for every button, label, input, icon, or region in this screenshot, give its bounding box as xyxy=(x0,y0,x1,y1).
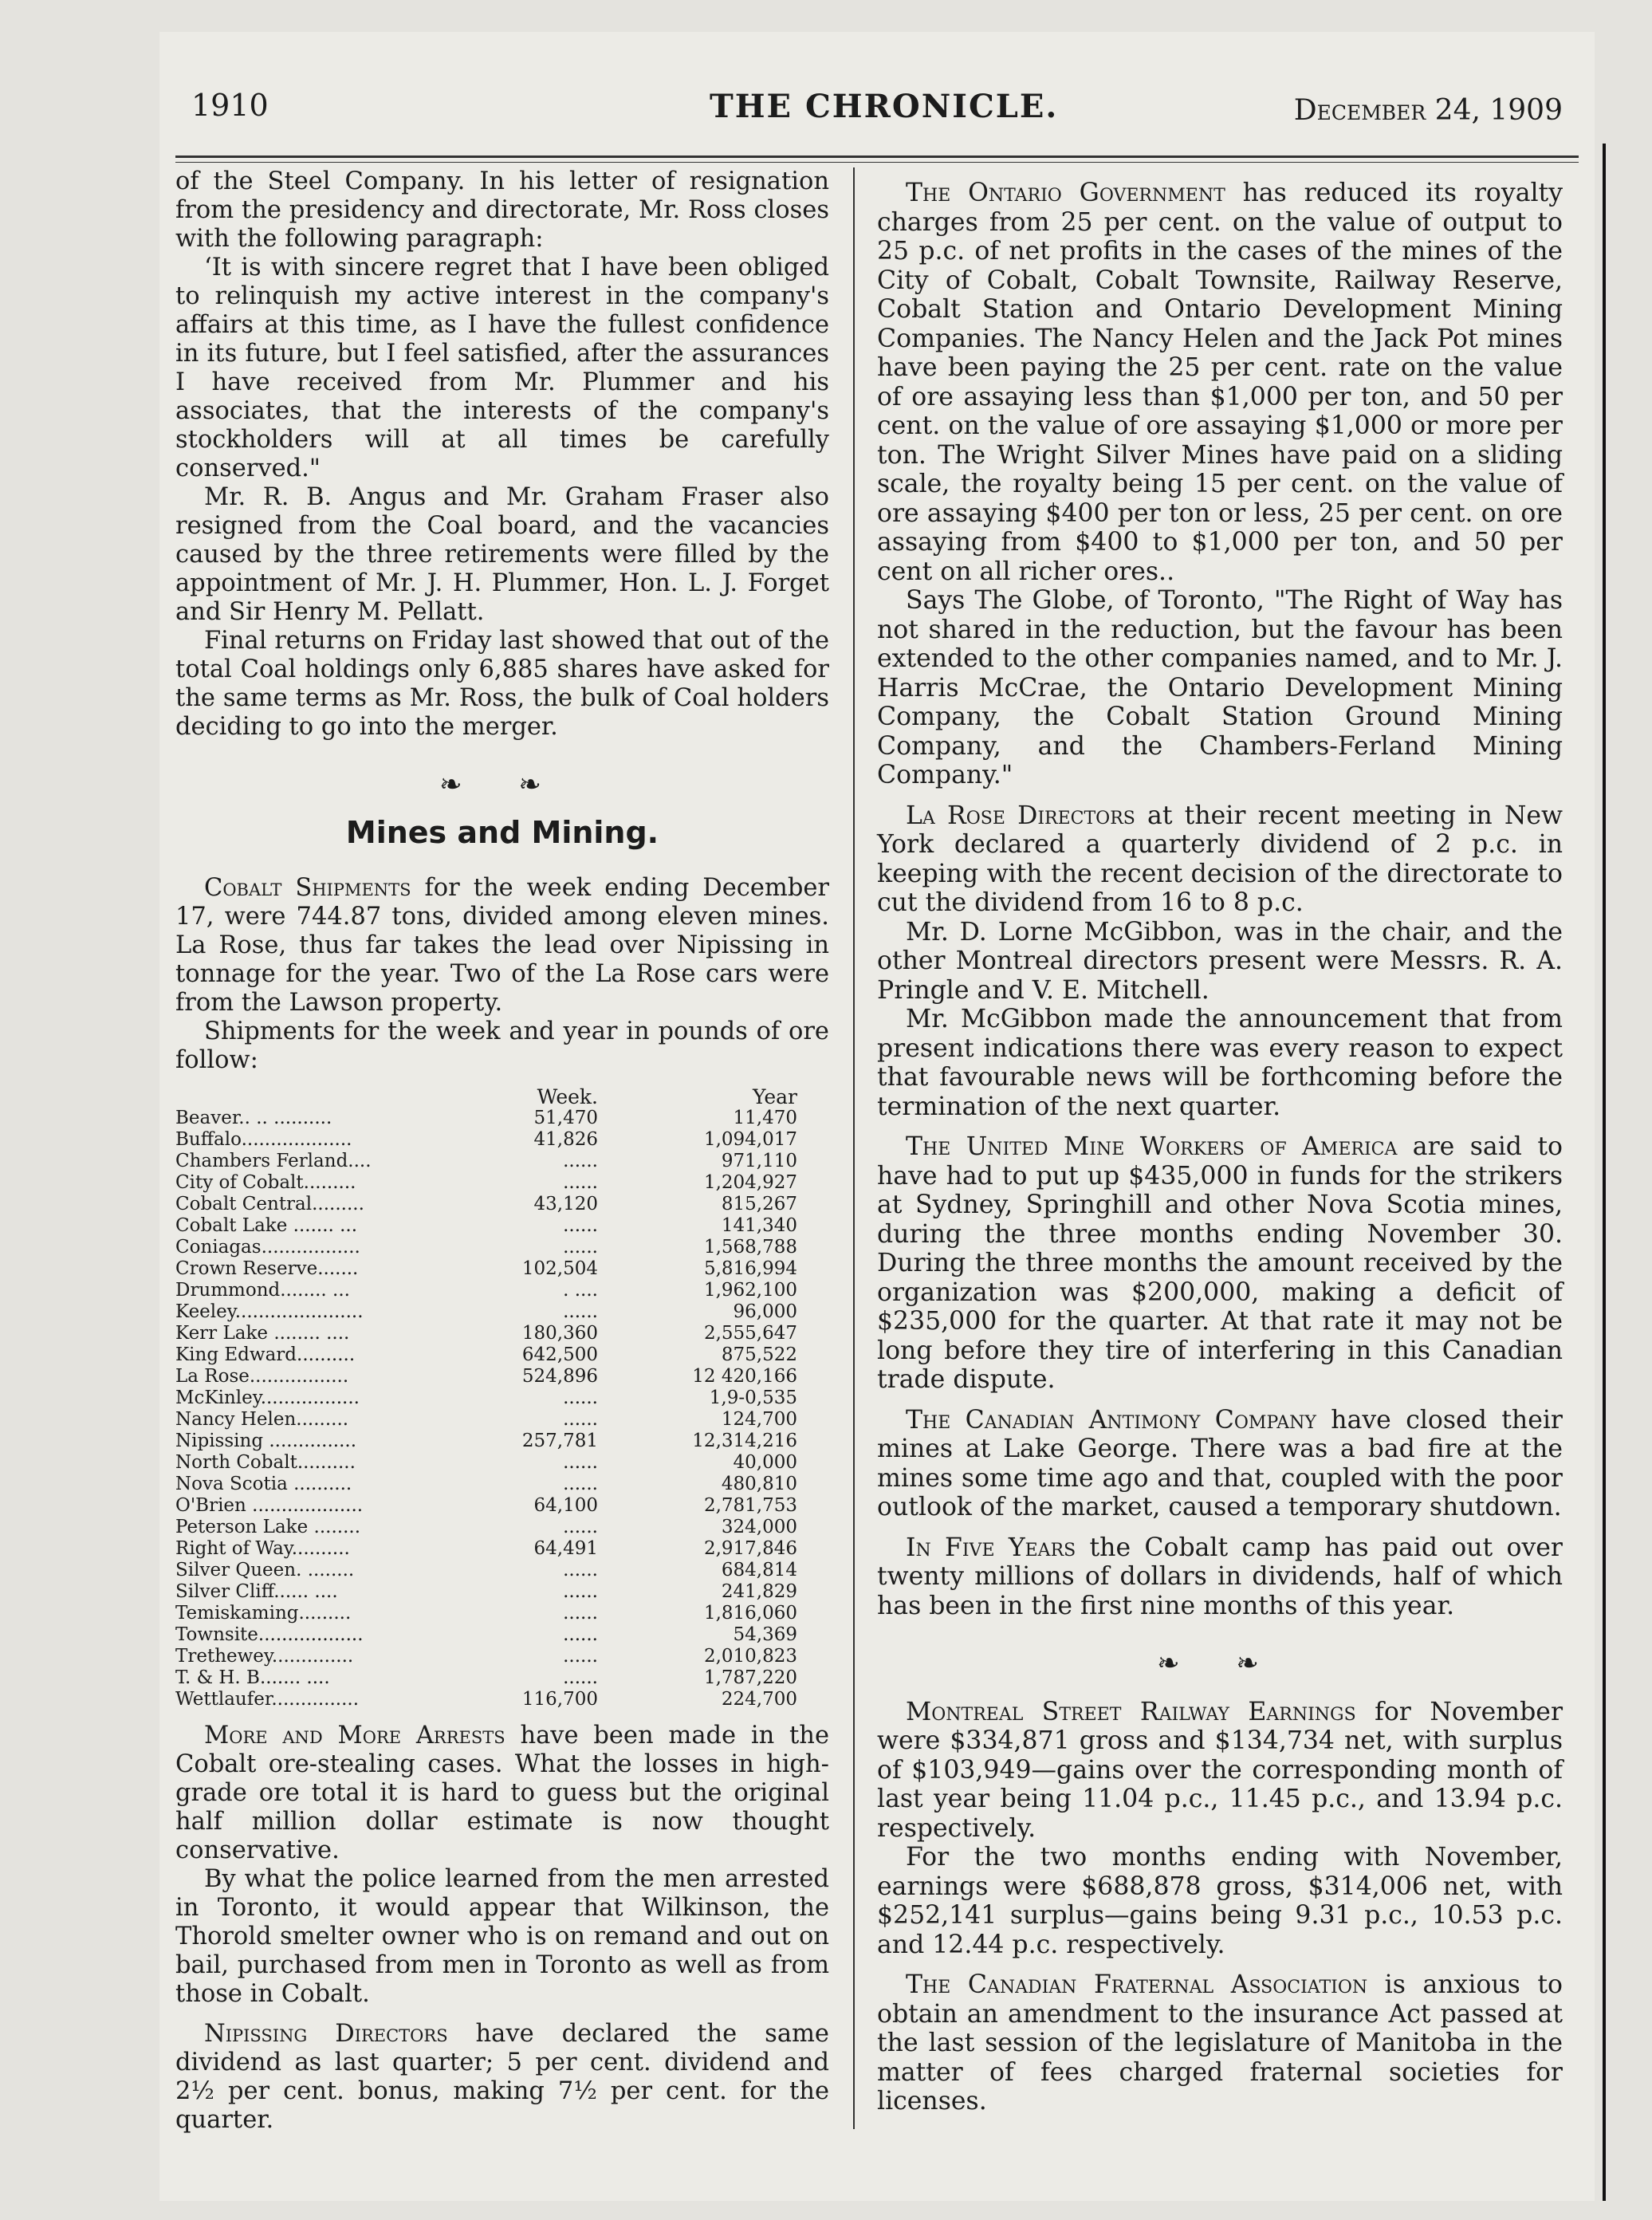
week-value-cell: 41,826 xyxy=(533,1129,598,1150)
year-value-cell: 875,522 xyxy=(721,1344,797,1365)
year-value-cell: 971,110 xyxy=(721,1151,797,1171)
left-column xyxy=(175,167,829,2135)
year-value-cell: 96,000 xyxy=(733,1301,797,1322)
table-row xyxy=(175,1495,829,1517)
mcgibbon-chair-paragraph: Mr. D. Lorne McGibbon, was in the chair, and the other Montreal directors present were Messrs. R. A. Pringle and V. E. Mitchell. xyxy=(877,917,1563,1005)
five-years-lead: In Five Years xyxy=(906,1533,1076,1562)
montreal-railway-lead: Montreal Street Railway Earnings xyxy=(906,1697,1356,1726)
year-value-cell: 5,816,994 xyxy=(703,1258,797,1279)
mine-name-cell: Nova Scotia .......... xyxy=(175,1474,352,1494)
week-value-cell: ...... xyxy=(563,1474,598,1494)
table-row xyxy=(175,1237,829,1258)
year-value-cell: 40,000 xyxy=(733,1452,797,1473)
globe-paragraph: Says The Globe, of Toronto, "The Right of Way has not shared in the reduction, but the favour has been extended to the other companies named, and to Mr. J. Harris McCrae, the Ontario Development Mining Company, the Cobalt Station Ground Mining Company, and the Chambers-Ferland Mining Company." xyxy=(877,586,1563,789)
week-column-header: Week. xyxy=(537,1085,598,1108)
year-value-cell: 2,555,647 xyxy=(703,1323,797,1344)
week-value-cell: 51,470 xyxy=(533,1108,598,1128)
table-row xyxy=(175,1689,829,1710)
nipissing-lead: Nipissing Directors xyxy=(204,2020,448,2048)
steel-company-paragraph: of the Steel Company. In his letter of resignation from the presidency and directorate, Mr. Ross closes with the following paragraph: xyxy=(175,167,829,253)
mine-name-cell: La Rose................. xyxy=(175,1366,349,1387)
mine-name-cell: O'Brien ................... xyxy=(175,1495,364,1516)
la-rose-paragraph xyxy=(877,801,1563,918)
table-row xyxy=(175,1667,829,1689)
week-value-cell: 43,120 xyxy=(533,1194,598,1214)
week-value-cell: 102,504 xyxy=(521,1258,598,1279)
mine-name-cell: Temiskaming......... xyxy=(175,1603,352,1624)
week-value-cell: 180,360 xyxy=(521,1323,598,1344)
table-row xyxy=(175,1581,829,1603)
arrests-paragraph xyxy=(175,1722,829,1865)
coal-board-paragraph: Mr. R. B. Angus and Mr. Graham Fraser also resigned from the Coal board, and the vacancies caused by the three retirements were filled by the appointment of Mr. J. H. Plummer, Hon. L. J. Forget and Sir Henry M. Pellatt. xyxy=(175,483,829,626)
table-row xyxy=(175,1517,829,1538)
five-years-paragraph xyxy=(877,1533,1563,1621)
table-row xyxy=(175,1538,829,1560)
year-value-cell: 124,700 xyxy=(721,1409,797,1430)
table-row xyxy=(175,1431,829,1452)
page-edge xyxy=(1603,144,1606,2201)
table-row xyxy=(175,1366,829,1388)
mine-name-cell: Wettlaufer............... xyxy=(175,1689,359,1710)
year-value-cell: 815,267 xyxy=(721,1194,797,1214)
week-value-cell: . .... xyxy=(563,1280,598,1301)
mine-name-cell: Nipissing ............... xyxy=(175,1431,357,1451)
header-rule-thin xyxy=(175,162,1579,163)
week-value-cell: ...... xyxy=(563,1452,598,1473)
mine-name-cell: Townsite.................. xyxy=(175,1624,364,1645)
montreal-railway-paragraph xyxy=(877,1698,1563,1844)
table-row xyxy=(175,1409,829,1431)
mine-name-cell: North Cobalt.......... xyxy=(175,1452,356,1473)
mine-name-cell: Coniagas................. xyxy=(175,1237,360,1258)
year-value-cell: 2,781,753 xyxy=(703,1495,797,1516)
week-value-cell: ...... xyxy=(563,1560,598,1580)
united-mine-workers-paragraph xyxy=(877,1132,1563,1395)
week-value-cell: ...... xyxy=(563,1172,598,1193)
ontario-government-paragraph xyxy=(877,179,1563,586)
year-value-cell: 2,010,823 xyxy=(703,1646,797,1667)
table-row xyxy=(175,1108,829,1129)
page-header xyxy=(191,88,1563,144)
table-row xyxy=(175,1474,829,1495)
mine-name-cell: Buffalo................... xyxy=(175,1129,352,1150)
table-row xyxy=(175,1560,829,1581)
table-row xyxy=(175,1301,829,1323)
shipments-table-body xyxy=(175,1108,829,1710)
fraternal-association-paragraph xyxy=(877,1970,1563,2116)
table-row xyxy=(175,1624,829,1646)
year-column-header: Year xyxy=(753,1085,797,1108)
year-value-cell: 224,700 xyxy=(721,1689,797,1710)
cobalt-shipments-paragraph xyxy=(175,874,829,1018)
mine-name-cell: Peterson Lake ........ xyxy=(175,1517,361,1537)
mine-name-cell: Drummond........ ... xyxy=(175,1280,350,1301)
year-value-cell: 241,829 xyxy=(721,1581,797,1602)
page-number: 1910 xyxy=(191,88,269,123)
year-value-cell: 1,568,788 xyxy=(703,1237,797,1258)
mine-name-cell: Chambers Ferland.... xyxy=(175,1151,372,1171)
year-value-cell: 1,204,927 xyxy=(703,1172,797,1193)
week-value-cell: ...... xyxy=(563,1237,598,1258)
united-mine-workers-lead: The United Mine Workers of America xyxy=(906,1132,1398,1161)
antimony-paragraph xyxy=(877,1406,1563,1522)
table-row xyxy=(175,1646,829,1667)
shipments-table-header xyxy=(175,1086,829,1108)
nipissing-body: have declared the same dividend as last quarter; 5 per cent. dividend and 2½ per cent. bonus, making 7½ per cent. for the quarter. xyxy=(175,2020,829,2134)
resignation-quote: ‘It is with sincere regret that I have been obliged to relinquish my active interest in the company's affairs at this time, as I have the fullest confidence in its future, but I feel satisfied, after the assurances I have received from Mr. Plummer and his associates, that the interests of the company's stockholders will at all times be carefully conserved." xyxy=(175,254,829,482)
mine-name-cell: Beaver.. .. .......... xyxy=(175,1108,332,1128)
week-value-cell: 642,500 xyxy=(521,1344,598,1365)
fraternal-association-lead: The Canadian Fraternal Association xyxy=(906,1970,1368,1999)
table-row xyxy=(175,1129,829,1151)
mine-name-cell: McKinley................. xyxy=(175,1388,360,1408)
week-value-cell: ...... xyxy=(563,1667,598,1688)
week-value-cell: ...... xyxy=(563,1624,598,1645)
table-row xyxy=(175,1258,829,1280)
cobalt-shipments-lead: Cobalt Shipments xyxy=(204,874,411,902)
year-value-cell: 2,917,846 xyxy=(703,1538,797,1559)
table-row xyxy=(175,1323,829,1344)
year-value-cell: 1,816,060 xyxy=(703,1603,797,1624)
mine-name-cell: King Edward.......... xyxy=(175,1344,356,1365)
table-row xyxy=(175,1280,829,1301)
table-row xyxy=(175,1452,829,1474)
year-value-cell: 141,340 xyxy=(721,1215,797,1236)
week-value-cell: 64,491 xyxy=(533,1538,598,1559)
table-row xyxy=(175,1344,829,1366)
year-value-cell: 11,470 xyxy=(733,1108,797,1128)
mcgibbon-announcement-paragraph: Mr. McGibbon made the announcement that from present indications there was every reason to expect that favourable news will be forthcoming before the termination of the next quarter. xyxy=(877,1005,1563,1121)
mine-name-cell: Crown Reserve....... xyxy=(175,1258,359,1279)
final-returns-paragraph: Final returns on Friday last showed that out of the total Coal holdings only 6,885 shares have asked for the same terms as Mr. Ross, the bulk of Coal holders deciding to go into the merger. xyxy=(175,627,829,741)
week-value-cell: 257,781 xyxy=(521,1431,598,1451)
year-value-cell: 54,369 xyxy=(733,1624,797,1645)
table-row xyxy=(175,1151,829,1172)
mine-name-cell: Silver Queen. ........ xyxy=(175,1560,355,1580)
mine-name-cell: T. & H. B....... .... xyxy=(175,1667,330,1688)
year-value-cell: 1,787,220 xyxy=(703,1667,797,1688)
two-months-paragraph: For the two months ending with November, earnings were $688,878 gross, $314,006 net, with $252,141 surplus—gains being 9.31 p.c., 10.53 p.c. and 12.44 p.c. respectively. xyxy=(877,1843,1563,1959)
arrests-body: have been made in the Cobalt ore-stealing cases. What the losses in high-grade ore total it is hard to guess but the original half million dollar estimate is now thought conservative. xyxy=(175,1722,829,1864)
header-rule xyxy=(175,155,1579,158)
year-value-cell: 12,314,216 xyxy=(692,1431,797,1451)
mine-name-cell: Right of Way.......... xyxy=(175,1538,350,1559)
mine-name-cell: City of Cobalt......... xyxy=(175,1172,356,1193)
table-row xyxy=(175,1215,829,1237)
mine-name-cell: Silver Cliff...... .... xyxy=(175,1581,338,1602)
year-value-cell: 1,9-0,535 xyxy=(709,1388,797,1408)
arrests-lead: More and More Arrests xyxy=(204,1722,505,1750)
week-value-cell: ...... xyxy=(563,1151,598,1171)
ornament-divider-right: ❧ ❧ xyxy=(1157,1647,1283,1679)
ontario-government-lead: The Ontario Government xyxy=(906,179,1225,207)
united-mine-workers-body: are said to have had to put up $435,000 in funds for the strikers at Sydney, Springhill and other Nova Scotia mines, during the three months ending November 30. During the three months the amount received by the organization was $200,000, making a deficit of $235,000 for the quarter. At that rate it may not be long before they tire of interfering in this Canadian trade dispute. xyxy=(877,1132,1564,1394)
year-value-cell: 324,000 xyxy=(721,1517,797,1537)
week-value-cell: ...... xyxy=(563,1646,598,1667)
section-title: Mines and Mining. xyxy=(345,815,659,850)
week-value-cell: 64,100 xyxy=(533,1495,598,1516)
la-rose-body: at their recent meeting in New York declared a quarterly dividend of 2 p.c. in keeping with the recent decision of the directorate to cut the dividend from 16 to 8 p.c. xyxy=(877,801,1563,917)
table-row xyxy=(175,1194,829,1215)
antimony-body: have closed their mines at Lake George. There was a bad fire at the mines some time ago and that, coupled with the poor outlook of the market, caused a temporary shutdown. xyxy=(877,1405,1563,1521)
police-paragraph: By what the police learned from the men arrested in Toronto, it would appear that Wilkinson, the Thorold smelter owner who is on remand and out on bail, purchased from men in Toronto as well as from those in Cobalt. xyxy=(175,1865,829,2008)
la-rose-lead: La Rose Directors xyxy=(906,801,1135,830)
column-divider xyxy=(853,167,855,2129)
shipments-table xyxy=(175,1086,829,1710)
ontario-government-body: has reduced its royalty charges from 25 per cent. on the value of output to 25 p.c. of net profits in the cases of the mines of the City of Cobalt, Cobalt Townsite, Railway Reserve, Cobalt Station and Ontario Development Mining Companies. The Nancy Helen and the Jack Pot mines have been paying the 25 per cent. rate on the value of ore assaying less than $1,000 per ton, and 50 per cent. on the value of ore assaying $1,000 or more per ton. The Wright Silver Mines have paid on a sliding scale, the royalty being 15 per cent. on the value of ore assaying $400 per ton or less, 25 per cent. on ore assaying from $400 to $1,000 per ton, and 50 per cent on all richer ores.. xyxy=(877,179,1563,586)
mine-name-cell: Trethewey.............. xyxy=(175,1646,354,1667)
week-value-cell: ...... xyxy=(563,1388,598,1408)
cobalt-shipments-body: for the week ending December 17, were 744.87 tons, divided among eleven mines. La Rose, thus far takes the lead over Nipissing in tonnage for the year. Two of the La Rose cars were from the Lawson property. xyxy=(175,874,829,1017)
mine-column-header xyxy=(175,1086,446,1108)
year-value-cell: 12 420,166 xyxy=(692,1366,797,1387)
week-value-cell: ...... xyxy=(563,1603,598,1624)
mine-name-cell: Cobalt Lake ....... ... xyxy=(175,1215,358,1236)
newspaper-page xyxy=(159,32,1595,2201)
nipissing-paragraph xyxy=(175,2020,829,2135)
year-value-cell: 1,094,017 xyxy=(703,1129,797,1150)
issue-date: December 24, 1909 xyxy=(1293,94,1563,127)
week-value-cell: 116,700 xyxy=(521,1689,598,1710)
mine-name-cell: Keeley...................... xyxy=(175,1301,364,1322)
ornament-divider: ❧ ❧ xyxy=(439,769,565,801)
table-row xyxy=(175,1603,829,1624)
week-value-cell: ...... xyxy=(563,1581,598,1602)
week-value-cell: ...... xyxy=(563,1409,598,1430)
five-years-body: the Cobalt camp has paid out over twenty millions of dollars in dividends, half of which has been in the first nine months of this year. xyxy=(877,1533,1563,1620)
year-value-cell: 1,962,100 xyxy=(703,1280,797,1301)
montreal-railway-body: for November were $334,871 gross and $134,734 net, with surplus of $103,949—gains over the corresponding month of last year being 11.04 p.c., 11.45 p.c., and 13.94 p.c. respectively. xyxy=(877,1697,1564,1843)
week-value-cell: ...... xyxy=(563,1517,598,1537)
week-value-cell: 524,896 xyxy=(521,1366,598,1387)
fraternal-association-body: is anxious to obtain an amendment to the insurance Act passed at the last session of the legislature of Manitoba in the matter of fees charged fraternal societies for licenses. xyxy=(877,1970,1563,2116)
mine-name-cell: Nancy Helen......... xyxy=(175,1409,349,1430)
mine-name-cell: Cobalt Central......... xyxy=(175,1194,364,1214)
week-value-cell: ...... xyxy=(563,1301,598,1322)
table-row xyxy=(175,1388,829,1409)
masthead: THE CHRONICLE. xyxy=(710,88,1059,125)
year-value-cell: 684,814 xyxy=(721,1560,797,1580)
right-column xyxy=(877,167,1563,2116)
shipments-intro: Shipments for the week and year in pounds of ore follow: xyxy=(175,1018,829,1074)
table-row xyxy=(175,1172,829,1194)
mine-name-cell: Kerr Lake ........ .... xyxy=(175,1323,350,1344)
week-value-cell: ...... xyxy=(563,1215,598,1236)
antimony-lead: The Canadian Antimony Company xyxy=(906,1405,1316,1435)
year-value-cell: 480,810 xyxy=(721,1474,797,1494)
